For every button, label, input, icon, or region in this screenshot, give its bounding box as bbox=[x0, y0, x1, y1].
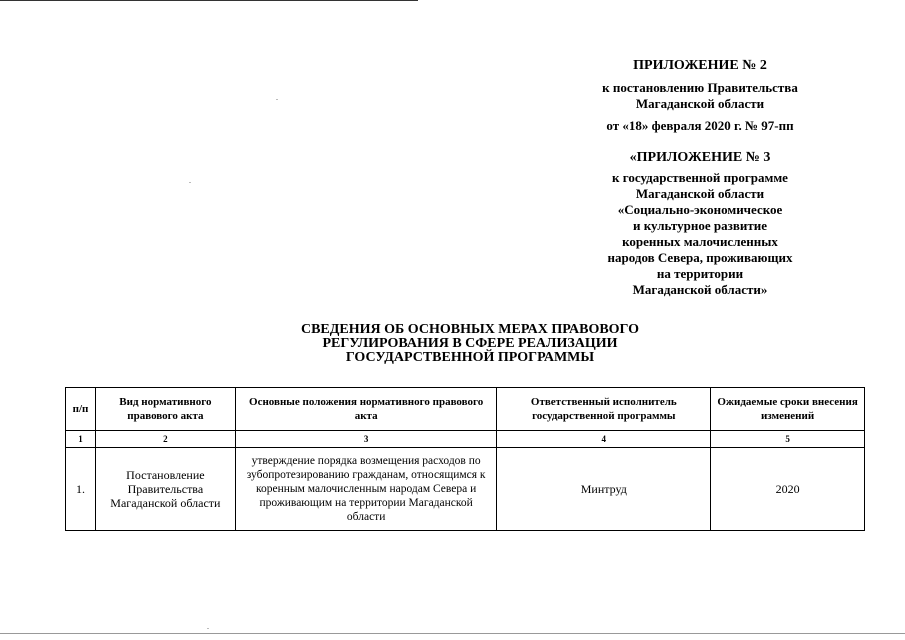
column-number: 4 bbox=[497, 431, 711, 448]
program-appendix-header bbox=[580, 150, 820, 298]
table-row bbox=[66, 448, 865, 531]
program-appendix-line: на территории bbox=[656, 266, 744, 281]
provisions-cell: утверждение порядка возмещения расходов по зубопротезированию гражданам, относящимся к коренным малочисленным народам Севера и проживающим на территории Магаданской области bbox=[235, 448, 497, 531]
legal-measures-table bbox=[65, 387, 865, 531]
program-appendix-line: народов Севера, проживающих bbox=[607, 250, 793, 265]
column-number: 5 bbox=[711, 431, 865, 448]
table-header-row bbox=[66, 388, 865, 431]
scan-speck bbox=[276, 99, 278, 100]
column-number: 2 bbox=[95, 431, 235, 448]
program-appendix-line: и культурное развитие bbox=[633, 218, 767, 233]
program-appendix-line: Магаданской области» bbox=[632, 282, 768, 297]
bottom-rule bbox=[0, 633, 905, 634]
column-number: 1 bbox=[66, 431, 96, 448]
title-line: СВЕДЕНИЯ ОБ ОСНОВНЫХ МЕРАХ ПРАВОВОГО bbox=[300, 322, 640, 337]
title-line: РЕГУЛИРОВАНИЯ В СФЕРЕ РЕАЛИЗАЦИИ bbox=[322, 336, 618, 351]
header-cell: Ответственный исполнитель государственной программы bbox=[497, 388, 711, 431]
program-appendix-title: «ПРИЛОЖЕНИЕ № 3 bbox=[629, 150, 771, 165]
program-appendix-line: Магаданской области bbox=[635, 186, 765, 201]
header-cell: Ожидаемые сроки внесения изменений bbox=[711, 388, 865, 431]
header-cell: Основные положения нормативного правового акта bbox=[235, 388, 497, 431]
appendix-header bbox=[580, 58, 820, 134]
appendix-line: Магаданской области bbox=[635, 96, 765, 111]
header-cell: Вид нормативного правового акта bbox=[95, 388, 235, 431]
document-title bbox=[260, 323, 680, 365]
row-number: 1. bbox=[66, 448, 96, 531]
scan-speck bbox=[189, 182, 191, 183]
program-appendix-line: коренных малочисленных bbox=[622, 234, 778, 249]
scan-speck bbox=[207, 628, 209, 629]
act-type-cell: Постановление Правительства Магаданской области bbox=[95, 448, 235, 531]
appendix-line: к постановлению Правительства bbox=[602, 80, 798, 95]
deadline-cell: 2020 bbox=[711, 448, 865, 531]
title-line: ГОСУДАРСТВЕННОЙ ПРОГРАММЫ bbox=[345, 350, 595, 365]
program-appendix-line: «Социально-экономическое bbox=[617, 202, 783, 217]
appendix-title: ПРИЛОЖЕНИЕ № 2 bbox=[633, 58, 767, 73]
appendix-date-line: от «18» февраля 2020 г. № 97-пп bbox=[606, 118, 794, 133]
program-appendix-line: к государственной программе bbox=[612, 170, 788, 185]
top-rule bbox=[0, 0, 418, 1]
column-number: 3 bbox=[235, 431, 497, 448]
executor-cell: Минтруд bbox=[497, 448, 711, 531]
column-number-row bbox=[66, 431, 865, 448]
header-cell: п/п bbox=[66, 388, 96, 431]
